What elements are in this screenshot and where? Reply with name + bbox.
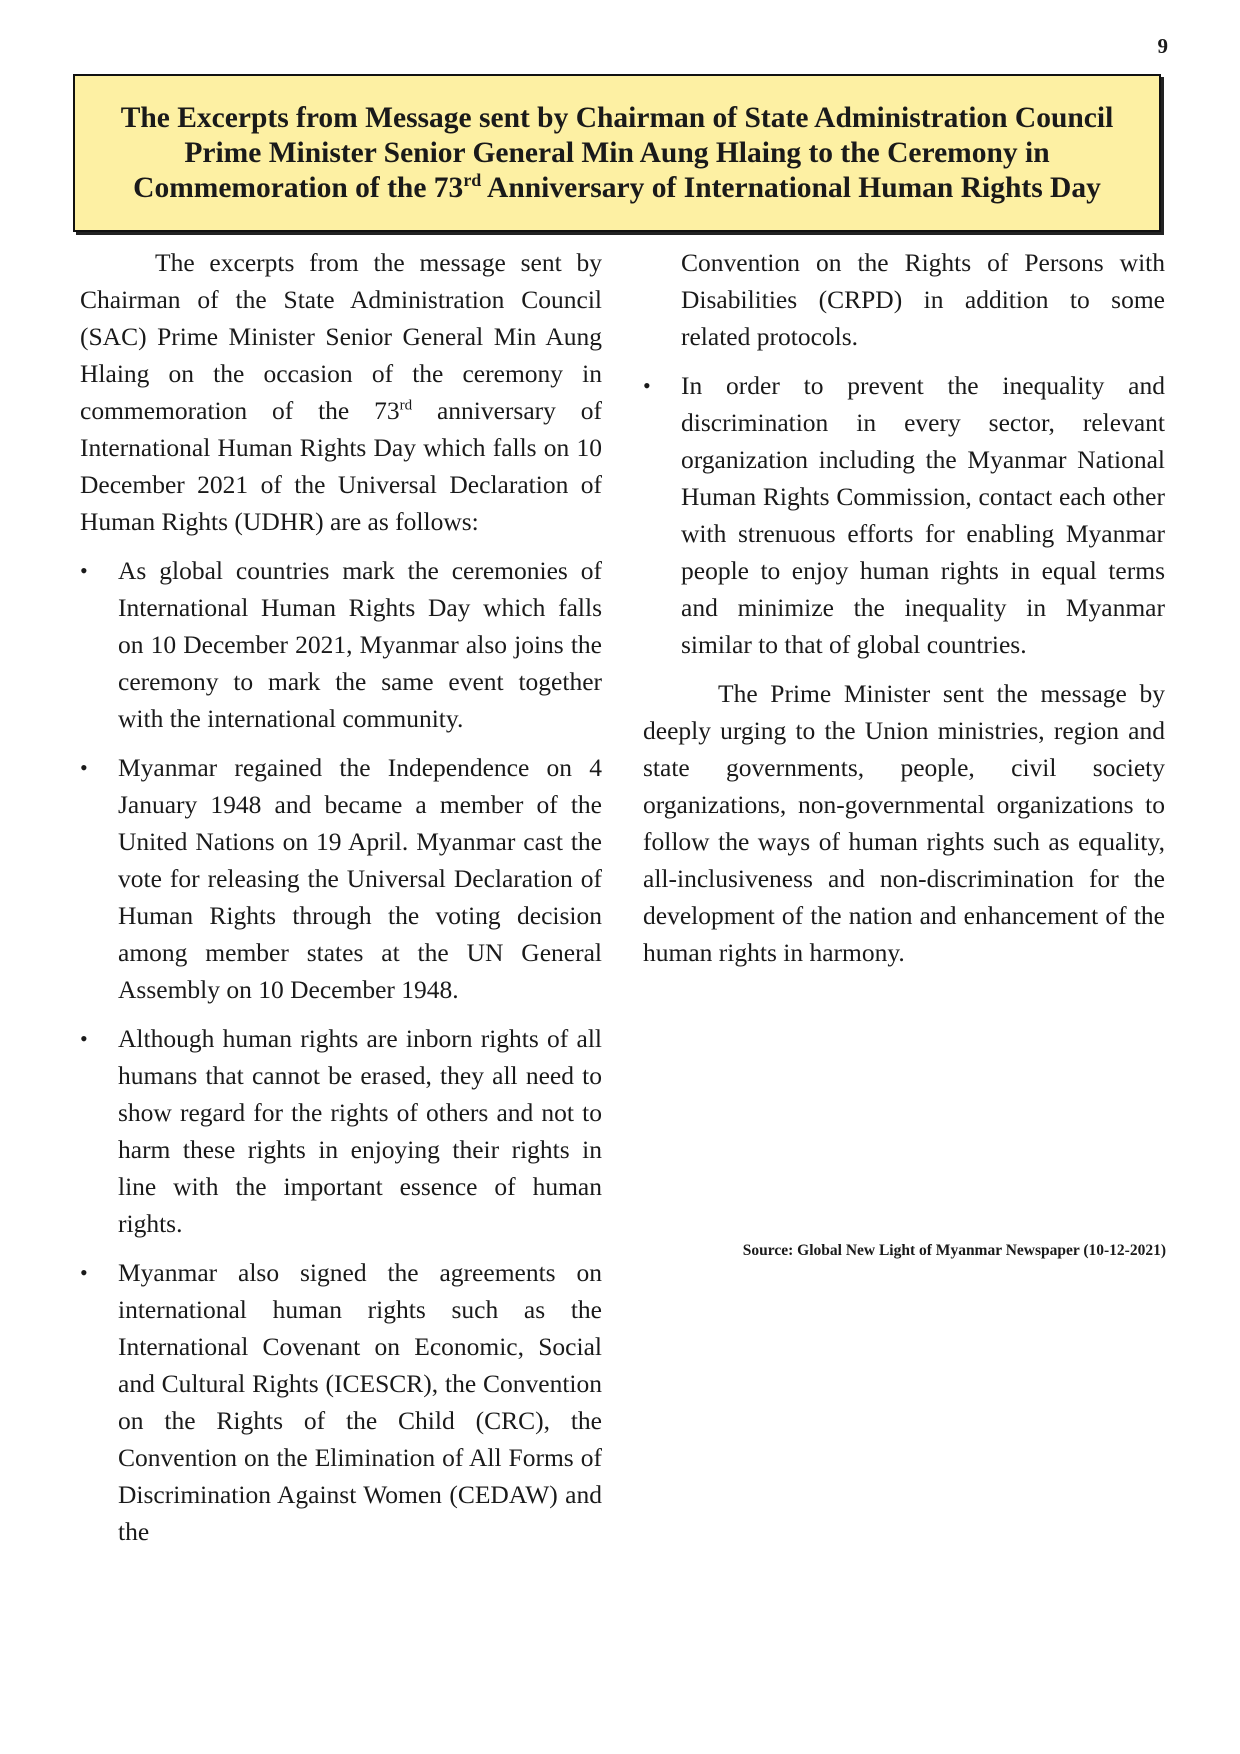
left-bullet-list: [80, 552, 602, 1550]
page-title: [75, 101, 1159, 206]
right-bullet-list: [643, 367, 1165, 663]
title-superscript: rd: [463, 169, 482, 190]
intro-text-part1: The excerpts from the message sent by Chairman of the State Administration Council (SAC) Prime Minister Senior General Min Aung Hlaing on the occasion of the ceremony in commemoration of the 73: [80, 248, 602, 425]
source-citation: Source: Global New Light of Myanmar Newspaper (10-12-2021): [742, 1242, 1166, 1259]
title-box: [73, 74, 1161, 232]
title-part2: Anniversary of International Human Rights Day: [481, 171, 1101, 204]
continuation-paragraph: Convention on the Rights of Persons with Disabilities (CRPD) in addition to some related protocols.: [681, 248, 1165, 351]
bullet-item: • Although human rights are inborn rights of all humans that cannot be erased, they all need to show regard for the rights of others and not to harm these rights in enjoying their rights in line with the important essence of human rights.: [80, 1020, 602, 1242]
page-number: 9: [1157, 34, 1168, 58]
closing-paragraph: The Prime Minister sent the message by deeply urging to the Union ministries, region and state governments, people, civil society organizations, non-governmental organizations to follow the ways of human rights such as equality, all-inclusiveness and non-discrimination for the development of the nation and enhancement of the human rights in harmony.: [643, 679, 1165, 967]
bullet-item: • As global countries mark the ceremonies of International Human Rights Day which falls on 10 December 2021, Myanmar also joins the ceremony to mark the same event together with the international community.: [80, 552, 602, 737]
bullet-item: • Myanmar regained the Independence on 4 January 1948 and became a member of the United Nations on 19 April. Myanmar cast the vote for releasing the Universal Declaration of Human Rights through the voting decision among member states at the UN General Assembly on 10 December 1948.: [80, 749, 602, 1008]
right-column: [643, 244, 1165, 971]
bullet-item: • In order to prevent the inequality and discrimination in every sector, relevant organization including the Myanmar National Human Rights Commission, contact each other with strenuous efforts for enabling Myanmar people to enjoy human rights in equal terms and minimize the inequality in Myanmar similar to that of global countries.: [643, 367, 1165, 663]
intro-superscript: rd: [399, 397, 413, 414]
title-part1: The Excerpts from Message sent by Chairman of State Administration Council Prime Minister Senior General Min Aung Hlaing to the Ceremony in Commemoration of the 73: [120, 101, 1114, 204]
intro-paragraph: [80, 244, 602, 540]
intro-text-part2: anniversary of International Human Rights Day which falls on 10 December 2021 of the Universal Declaration of Human Rights (UDHR) are as follows:: [80, 396, 602, 536]
left-column: [80, 244, 602, 1550]
bullet-item: • Myanmar also signed the agreements on international human rights such as the International Covenant on Economic, Social and Cultural Rights (ICESCR), the Convention on the Rights of the Child (CRC), the Convention on the Elimination of All Forms of Discrimination Against Women (CEDAW) and the: [80, 1254, 602, 1550]
